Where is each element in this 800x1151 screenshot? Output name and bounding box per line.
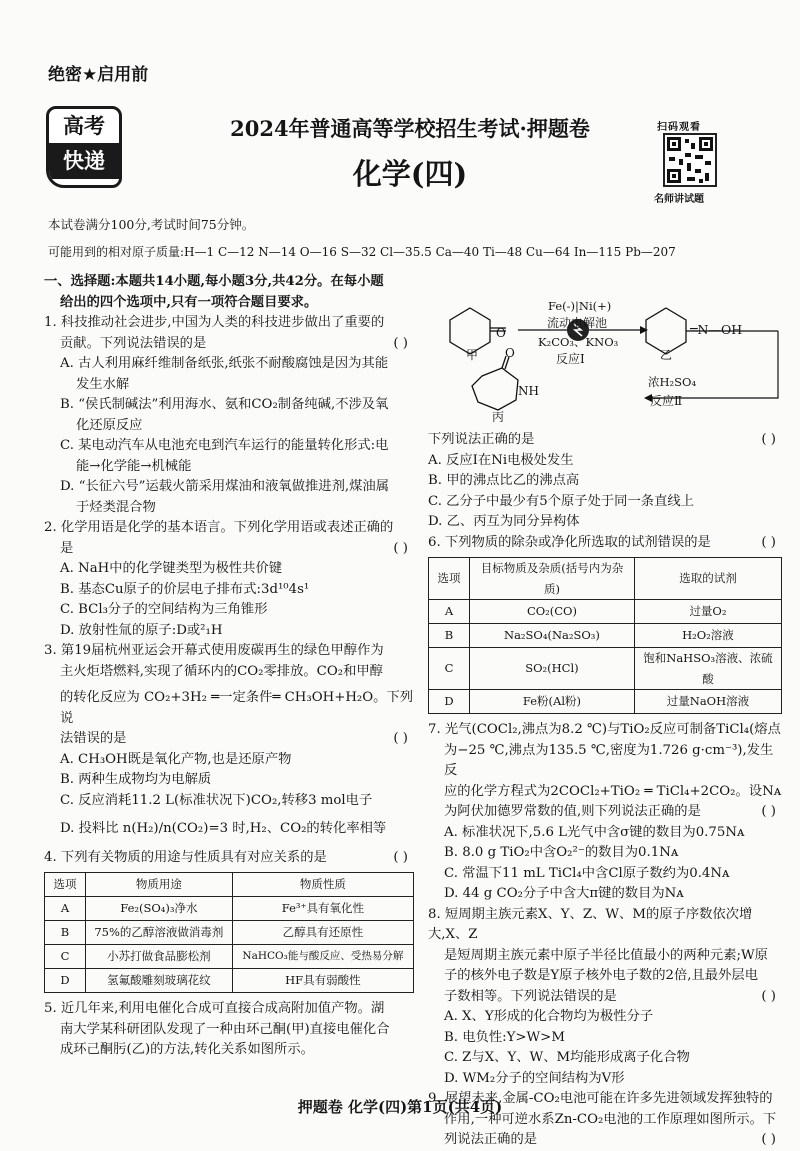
page-footer: 押题卷 化学(四)第1页(共4页) bbox=[297, 1098, 503, 1116]
q3-stem-2: 主火炬塔燃料,实现了循环内的CO₂零排放。CO₂和甲醇 bbox=[60, 663, 383, 679]
qr-caption-top: 扫码观看 bbox=[657, 122, 701, 133]
scheme-lactam-o: O bbox=[505, 346, 515, 360]
q6-stem: 6. 下列物质的除杂或净化所选取的试剂错误的是 ( ) bbox=[428, 533, 782, 554]
atomic-mass-note: 可能用到的相对原子质量:H—1 C—12 N—14 O—16 S—32 Cl—35.5 Ca—40 Ti—48 Cu—64 In—115 Pb—207 bbox=[48, 245, 676, 259]
logo bbox=[46, 106, 122, 188]
q2-option-c: C. BCl₃分子的空间结构为三角锥形 bbox=[60, 602, 268, 617]
reaction-scheme bbox=[440, 298, 780, 430]
scheme-electrodes: Fe(-)|Ni(+) bbox=[548, 299, 612, 313]
q8-option-d: D. WM₂分子的空间结构为V形 bbox=[444, 1070, 625, 1086]
q7-stem-2: 为−25 ℃,沸点为135.5 ℃,密度为1.726 g·cm⁻³),发生反 bbox=[444, 742, 774, 778]
q8-stem-3: 子的核外电子数是Y原子核外电子数的2倍,且最外层电 bbox=[444, 968, 758, 983]
q5-stem-3: 成环己酮肟(乙)的方法,转化关系如图所示。 bbox=[60, 1042, 314, 1057]
table-cell: Fe粉(Al粉) bbox=[470, 690, 635, 714]
q1-option-a: A. 古人利用麻纤维制备纸张,纸张不耐酸腐蚀是因为其能 bbox=[60, 356, 389, 371]
q5-option-b: B. 甲的沸点比乙的沸点高 bbox=[428, 473, 580, 488]
q9-stem-2: 作用,一种可逆水系Zn-CO₂电池的工作原理如图所示。下 bbox=[444, 1111, 777, 1127]
left-column bbox=[44, 272, 414, 1061]
table-row bbox=[45, 969, 414, 993]
q4-table bbox=[44, 872, 414, 993]
q1-option-a-2: 发生水解 bbox=[76, 376, 130, 392]
answer-paren: ( ) bbox=[393, 335, 408, 351]
q7-stem-3: 应的化学方程式为2COCl₂+TiO₂ ═ TiCl₄+2CO₂。设Nᴀ bbox=[444, 783, 782, 799]
table-cell: NaHCO₃能与酸反应、受热易分解 bbox=[232, 945, 413, 969]
q1-option-b-2: 化还原反应 bbox=[76, 417, 143, 433]
subject-title: 化学(四) bbox=[352, 157, 468, 191]
q7-option-b: B. 8.0 g TiO₂中含O₂²⁻的数目为0.1Nᴀ bbox=[444, 845, 679, 860]
q2-option-a: A. NaH中的化学键类型为极性共价键 bbox=[60, 561, 283, 576]
q3-option-c: C. 反应消耗11.2 L(标准状况下)CO₂,转移3 mol电子 bbox=[60, 792, 373, 808]
exam-title: 2024年普通高等学校招生考试·押题卷 bbox=[230, 116, 590, 141]
table-cell: Fe₂(SO₄)₃净水 bbox=[86, 897, 233, 921]
q7-stem-4: 为阿伏加德罗常数的值,则下列说法正确的是 ( ) bbox=[428, 802, 782, 823]
q7-option-a: A. 标准状况下,5.6 L光气中含σ键的数目为0.75Nᴀ bbox=[444, 824, 745, 840]
table-row bbox=[45, 945, 414, 969]
table-cell: D bbox=[429, 690, 470, 714]
answer-paren: ( ) bbox=[393, 731, 408, 746]
table-row bbox=[429, 648, 782, 690]
q3-option-d: D. 投料比 n(H₂)/n(CO₂)=3 时,H₂、CO₂的转化率相等 bbox=[60, 821, 387, 836]
arrow-reaction-2 bbox=[730, 331, 778, 398]
table-cell: 过量NaOH溶液 bbox=[634, 690, 781, 714]
caprolactam-ring bbox=[472, 368, 518, 410]
table-cell: 氢氟酸雕刻玻璃花纹 bbox=[86, 969, 233, 993]
label-jia: 甲 bbox=[466, 348, 479, 362]
answer-paren: ( ) bbox=[761, 534, 776, 550]
q5-stem-2: 南大学某科研团队发现了一种由环己酮(甲)直接电催化合 bbox=[60, 1021, 390, 1037]
scheme-cell: 流动电解池 bbox=[547, 316, 608, 330]
q1-stem-2: 贡献。下列说法错误的是 ( ) bbox=[44, 334, 414, 355]
section-heading-2: 给出的四个选项中,只有一项符合题目要求。 bbox=[60, 294, 318, 310]
table-cell: 过量O₂ bbox=[634, 600, 781, 624]
answer-paren: ( ) bbox=[393, 849, 408, 865]
table-header: 选取的试剂 bbox=[634, 558, 781, 600]
q3-option-a: A. CH₃OH既是氧化产物,也是还原产物 bbox=[60, 751, 292, 767]
q1-option-d: D. “长征六号”运载火箭采用煤油和液氧做推进剂,煤油属 bbox=[60, 479, 389, 494]
confidential-label: 绝密★启用前 bbox=[48, 65, 149, 85]
scheme-acid: 浓H₂SO₄ bbox=[648, 375, 697, 389]
q5-option-c: C. 乙分子中最少有5个原子处于同一条直线上 bbox=[428, 493, 694, 509]
table-header: 选项 bbox=[429, 558, 470, 600]
q1-option-b: B. “侯氏制碱法”利用海水、氨和CO₂制备纯碱,不涉及氧 bbox=[60, 397, 389, 412]
table-cell: A bbox=[429, 600, 470, 624]
scheme-reagent: K₂CO₃、KNO₃ bbox=[538, 335, 619, 349]
table-row bbox=[429, 600, 782, 624]
q6-table bbox=[428, 557, 782, 714]
q3-stem: 3. 第19届杭州亚运会开幕式使用废碳再生的绿色甲醇作为 bbox=[44, 643, 384, 658]
table-cell: 小苏打做食品膨松剂 bbox=[86, 945, 233, 969]
table-row bbox=[45, 921, 414, 945]
table-cell: 75%的乙醇溶液做消毒剂 bbox=[86, 921, 233, 945]
qr-code-icon[interactable] bbox=[663, 133, 717, 187]
table-cell: HF具有弱酸性 bbox=[232, 969, 413, 993]
label-yi: 乙 bbox=[660, 348, 673, 362]
q8-stem: 8. 短周期主族元素X、Y、Z、W、M的原子序数依次增大,X、Z bbox=[428, 906, 753, 942]
answer-paren: ( ) bbox=[393, 540, 408, 556]
table-cell: C bbox=[429, 648, 470, 690]
table-cell: Fe³⁺具有氧化性 bbox=[232, 897, 413, 921]
section-heading: 一、选择题:本题共14小题,每小题3分,共42分。在每小题 bbox=[44, 274, 384, 289]
table-header: 目标物质及杂质(括号内为杂质) bbox=[470, 558, 635, 600]
q3-stem-3: 的转化反应为 CO₂+3H₂ ═一定条件═ CH₃OH+H₂O。下列说 bbox=[60, 690, 414, 726]
q7-stem: 7. 光气(COCl₂,沸点为8.2 ℃)与TiO₂反应可制备TiCl₄(熔点 bbox=[428, 722, 781, 737]
q8-stem-2: 是短周期主族元素中原子半径比值最小的两种元素;W原 bbox=[444, 947, 768, 963]
table-cell: H₂O₂溶液 bbox=[634, 624, 781, 648]
table-header: 物质性质 bbox=[232, 873, 413, 897]
q5-option-d: D. 乙、丙互为同分异构体 bbox=[428, 514, 580, 529]
table-row bbox=[429, 690, 782, 714]
q4-stem: 4. 下列有关物质的用途与性质具有对应关系的是 ( ) bbox=[44, 848, 414, 869]
q2-option-d: D. 放射性氚的原子:D或²₁H bbox=[60, 622, 223, 638]
table-cell: A bbox=[45, 897, 86, 921]
q1-option-c-2: 能→化学能→机械能 bbox=[76, 458, 192, 474]
table-row bbox=[45, 897, 414, 921]
q5-stem: 5. 近几年来,利用电催化合成可直接合成高附加值产物。湖 bbox=[44, 1001, 385, 1016]
qr-caption-bottom: 名师讲试题 bbox=[654, 194, 704, 205]
scheme-reaction-2: 反应Ⅱ bbox=[650, 394, 683, 408]
table-header-row bbox=[429, 558, 782, 600]
q3-stem-4: 法错误的是 ( ) bbox=[44, 729, 414, 750]
table-cell: SO₂(HCl) bbox=[470, 648, 635, 690]
table-header: 选项 bbox=[45, 873, 86, 897]
q9-stem-3: 列说法正确的是 ( ) bbox=[428, 1130, 782, 1151]
q8-option-b: B. 电负性:Y>W>M bbox=[444, 1029, 565, 1045]
q2-option-b: B. 基态Cu原子的价层电子排布式:3d¹⁰4s¹ bbox=[60, 581, 310, 597]
scheme-oxime-group: ═N—OH bbox=[690, 322, 743, 337]
table-cell: D bbox=[45, 969, 86, 993]
table-cell: B bbox=[45, 921, 86, 945]
q5-prompt: 下列说法正确的是 ( ) bbox=[428, 430, 782, 451]
label-bing: 丙 bbox=[492, 410, 505, 424]
table-cell: C bbox=[45, 945, 86, 969]
q1-option-d-2: 于烃类混合物 bbox=[76, 499, 156, 515]
exam-note: 本试卷满分100分,考试时间75分钟。 bbox=[48, 217, 255, 232]
table-header: 物质用途 bbox=[86, 873, 233, 897]
scheme-nh: NH bbox=[518, 384, 539, 398]
q2-stem: 2. 化学用语是化学的基本语言。下列化学用语或表述正确的 bbox=[44, 520, 394, 535]
table-cell: 乙醇具有还原性 bbox=[232, 921, 413, 945]
table-cell: 饱和NaHSO₃溶液、浓硫酸 bbox=[634, 648, 781, 690]
q8-option-a: A. X、Y形成的化合物均为极性分子 bbox=[444, 1009, 654, 1024]
scheme-reaction-1: 反应Ⅰ bbox=[556, 352, 585, 366]
q9-stem: 9. 展望未来,金属-CO₂电池可能在许多先进领域发挥独特的 bbox=[428, 1091, 773, 1106]
right-column bbox=[428, 430, 782, 1151]
table-cell: Na₂SO₄(Na₂SO₃) bbox=[470, 624, 635, 648]
answer-paren: ( ) bbox=[761, 1132, 776, 1147]
q1-stem: 1. 科技推动社会进步,中国为人类的科技进步做出了重要的 bbox=[44, 315, 385, 330]
q2-stem-2: 是 ( ) bbox=[44, 539, 414, 560]
q7-option-c: C. 常温下11 mL TiCl₄中含Cl原子数约为0.4Nᴀ bbox=[444, 865, 730, 881]
answer-paren: ( ) bbox=[761, 432, 776, 447]
table-cell: CO₂(CO) bbox=[470, 600, 635, 624]
scheme-ketone-o: O bbox=[496, 326, 506, 340]
q8-option-c: C. Z与X、Y、W、M均能形成离子化合物 bbox=[444, 1050, 690, 1065]
q3-option-b: B. 两种生成物均为电解质 bbox=[60, 772, 212, 787]
answer-paren: ( ) bbox=[761, 988, 776, 1004]
q7-option-d: D. 44 g CO₂分子中含大π键的数目为Nᴀ bbox=[444, 886, 684, 901]
table-row bbox=[429, 624, 782, 648]
table-header-row bbox=[45, 873, 414, 897]
table-cell: B bbox=[429, 624, 470, 648]
q1-option-c: C. 某电动汽车从电池充电到汽车运行的能量转化形式:电 bbox=[60, 438, 389, 453]
answer-paren: ( ) bbox=[761, 804, 776, 819]
logo-bottom-text: 快递 bbox=[49, 143, 119, 179]
q5-option-a: A. 反应Ⅰ在Ni电极处发生 bbox=[428, 452, 574, 468]
q8-stem-4: 子数相等。下列说法错误的是 ( ) bbox=[428, 987, 782, 1008]
logo-top-text: 高考 bbox=[63, 114, 105, 138]
